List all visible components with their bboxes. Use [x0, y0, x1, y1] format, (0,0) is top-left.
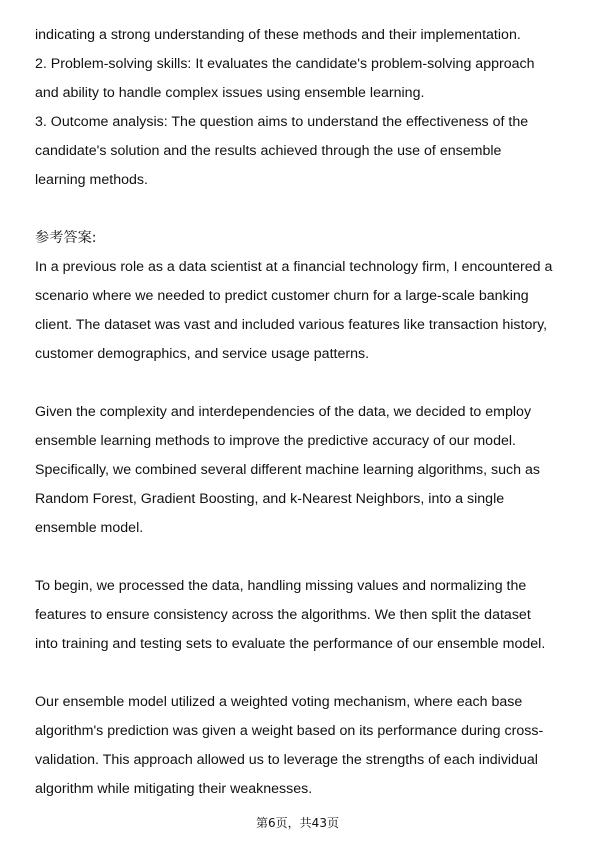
text-line: candidate's solution and the results achieved through the use of ensemble: [35, 143, 502, 159]
page-body: [35, 21, 565, 804]
paragraph-spacer: [35, 543, 565, 572]
text-line: and ability to handle complex issues using ensemble learning.: [35, 85, 425, 101]
text-line: algorithm's prediction was given a weight based on its performance during cross-: [35, 723, 544, 739]
paragraph-spacer: [35, 369, 565, 398]
text-line: ensemble learning methods to improve the predictive accuracy of our model.: [35, 433, 516, 449]
text-line: features to ensure consistency across the algorithms. We then split the dataset: [35, 607, 531, 623]
text-line: To begin, we processed the data, handling missing values and normalizing the: [35, 578, 527, 594]
page-number-footer: 第6页，共43页: [256, 816, 339, 830]
paragraph-3: [35, 572, 565, 659]
text-line: 3. Outcome analysis: The question aims to understand the effectiveness of the: [35, 114, 529, 130]
text-line: into training and testing sets to evaluate the performance of our ensemble model.: [35, 636, 546, 652]
text-line: Specifically, we combined several different machine learning algorithms, such as: [35, 462, 540, 478]
text-line: scenario where we needed to predict customer churn for a large-scale banking: [35, 288, 529, 304]
text-line: ensemble model.: [35, 520, 144, 536]
paragraph-2: [35, 398, 565, 543]
paragraph-spacer: [35, 659, 565, 688]
text-line: validation. This approach allowed us to leverage the strengths of each individual: [35, 752, 538, 768]
paragraph-spacer: [35, 195, 565, 224]
text-line: Random Forest, Gradient Boosting, and k-Nearest Neighbors, into a single: [35, 491, 505, 507]
text-line: learning methods.: [35, 172, 148, 188]
paragraph-1: [35, 253, 565, 369]
answer-heading: 参考答案:: [35, 230, 97, 246]
text-line: Our ensemble model utilized a weighted voting mechanism, where each base: [35, 694, 523, 710]
text-line: client. The dataset was vast and included various features like transaction history,: [35, 317, 548, 333]
text-line: indicating a strong understanding of these methods and their implementation.: [35, 27, 521, 43]
text-line: In a previous role as a data scientist at a financial technology firm, I encountered a: [35, 259, 553, 275]
paragraph-4: [35, 688, 565, 804]
text-line: algorithm while mitigating their weaknesses.: [35, 781, 313, 797]
intro-section: [35, 21, 565, 195]
text-line: Given the complexity and interdependencies of the data, we decided to employ: [35, 404, 532, 420]
text-line: 2. Problem-solving skills: It evaluates the candidate's problem-solving approach: [35, 56, 535, 72]
text-line: customer demographics, and service usage patterns.: [35, 346, 370, 362]
